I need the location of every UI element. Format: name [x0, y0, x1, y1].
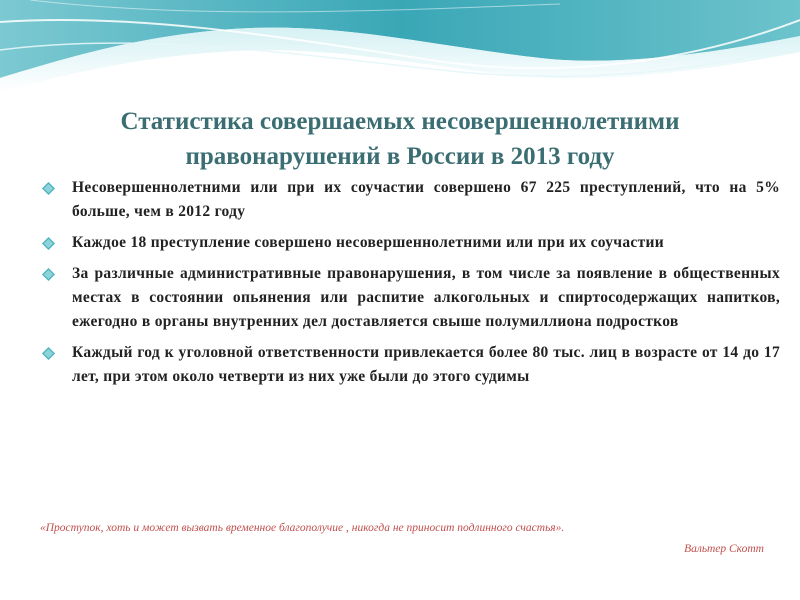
slide-title-line-2: правонарушений в России в 2013 году — [185, 143, 615, 170]
bullet-item — [42, 262, 780, 334]
bullet-marker-icon — [42, 347, 55, 360]
bullet-item — [42, 231, 780, 255]
bullet-marker-icon — [42, 182, 55, 195]
bullet-text: Каждое 18 преступление совершено несовершеннолетними или при их соучастии — [72, 234, 664, 251]
quote-text: «Проступок, хоть и может вызвать временное благополучие , никогда не приносит подлинного счастья». — [40, 522, 565, 534]
bullet-item — [42, 341, 780, 389]
bullet-marker-icon — [42, 268, 55, 281]
bullet-text: Несовершеннолетними или при их соучастии совершено 67 225 преступлений, что на 5% больше, чем в 2012 году — [72, 179, 780, 220]
decorative-wave-header — [0, 0, 800, 105]
bullet-list — [42, 176, 780, 396]
bullet-text: Каждый год к уголовной ответственности привлекается более 80 тыс. лиц в возрасте от 14 до 17 лет, при этом около четверти из них уже были до этого судимы — [72, 344, 780, 385]
bullet-text: За различные административные правонарушения, в том числе за появление в общественных местах в состоянии опьянения или распитие алкогольных и спиртосодержащих напитков, ежегодно в органы внутренних дел доставляется свыше полумиллиона подростков — [72, 265, 780, 330]
slide-title — [0, 104, 800, 174]
bullet-item — [42, 176, 780, 224]
bullet-marker-icon — [42, 237, 55, 250]
slide-title-line-1: Статистика совершаемых несовершеннолетними — [120, 108, 680, 135]
quote-author: Вальтер Скотт — [684, 543, 764, 555]
